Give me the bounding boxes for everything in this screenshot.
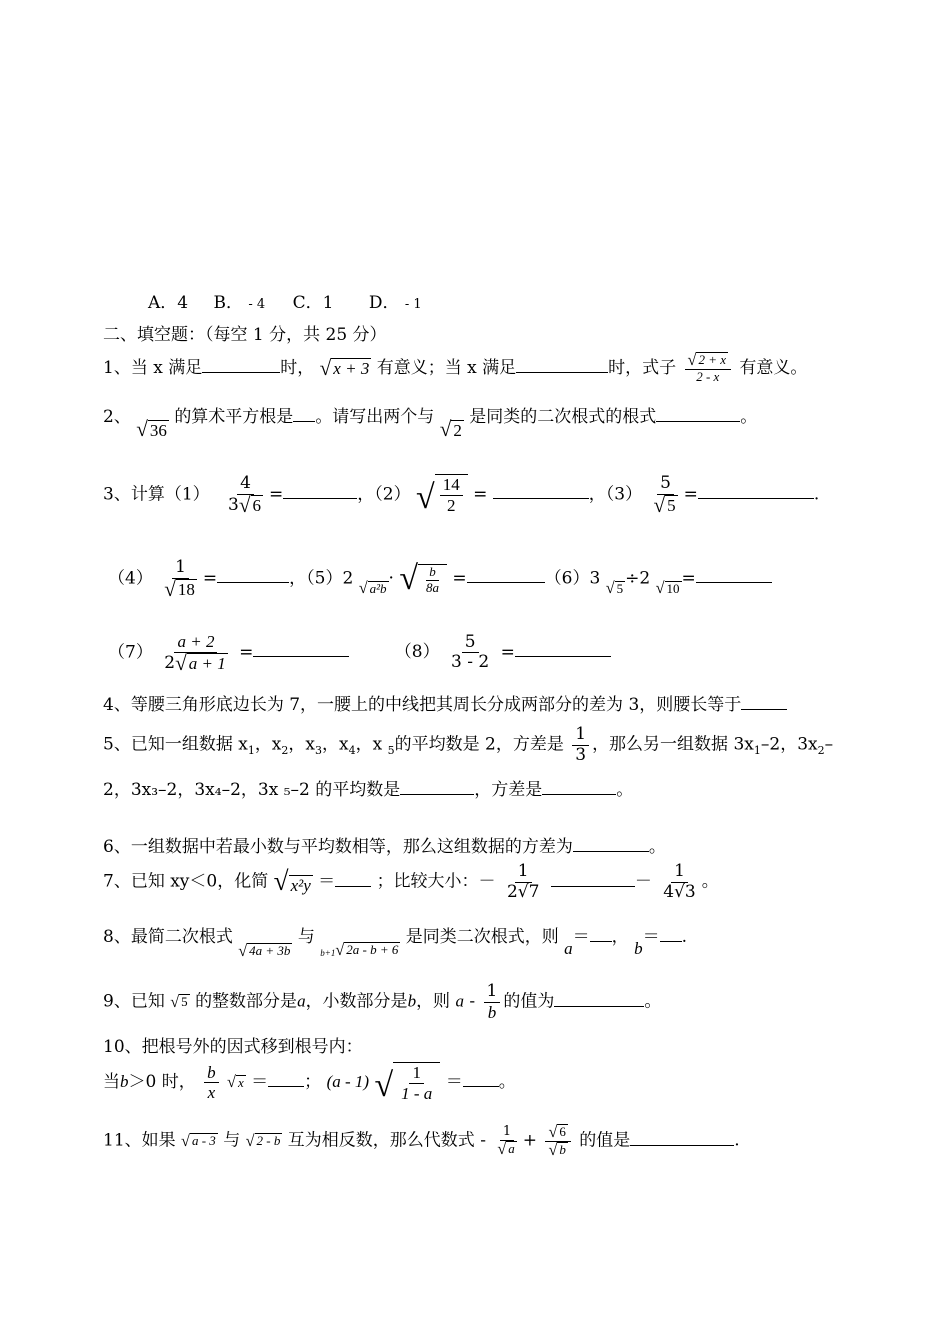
- q3-sqrt-5b-denominator: 8a: [426, 579, 440, 595]
- q3-equals-7: =: [239, 642, 254, 663]
- q11-end: .: [734, 1130, 740, 1151]
- section-title: 二、填空题：（每空 1 分，共 25 分）: [103, 325, 387, 345]
- q2-blank-2[interactable]: [656, 404, 740, 422]
- q3-part6-label: （6）3: [544, 568, 601, 589]
- q11-sqrt-2: √ 2 - b: [245, 1131, 281, 1150]
- q9-var-b: b: [407, 991, 417, 1011]
- choices-row: [148, 288, 422, 313]
- q11-sqrt-1: √ a - 3: [181, 1131, 216, 1150]
- q3-sqrt-5a: √ a²b: [358, 579, 387, 598]
- q3-part4-label: （4）: [108, 568, 153, 589]
- q9-fraction-denominator: b: [487, 1002, 497, 1022]
- q3-fraction-4: 1 √ 18: [164, 557, 195, 601]
- q8-root-2-content: 2a - b + 6: [346, 942, 399, 958]
- q3-fraction-4-numerator: 1: [172, 558, 189, 579]
- q11-fraction-1-radicand: a: [508, 1141, 515, 1157]
- q7-end: 。: [701, 871, 719, 892]
- q10-inner-numerator: 1: [409, 1063, 424, 1084]
- q11-sqrt-1-content: a - 3: [191, 1133, 216, 1149]
- question-9: 9、已知 √ 5 的整数部分是a，小数部分是b，则 a - $\frac{1}{b}$ 的值为 。: [103, 981, 662, 1022]
- choice-b-value: - 4: [248, 297, 266, 312]
- q10-equals-2: ＝: [445, 1072, 463, 1093]
- q1-text-4: 时，式子: [608, 357, 677, 378]
- q11-text-3: 互为相反数，那么代数式 -: [287, 1130, 486, 1151]
- q1-sqrt-1-content: x + 3: [333, 359, 370, 379]
- question-4: [103, 690, 787, 715]
- q11-fraction-1-numerator: 1: [500, 1125, 514, 1141]
- q3-equals-8: =: [500, 642, 515, 663]
- q3-end: .: [813, 484, 820, 505]
- q7-blank-1[interactable]: [335, 869, 371, 887]
- choice-d: D．: [368, 293, 400, 313]
- q5-blank-2[interactable]: [542, 777, 616, 795]
- q7-fraction-2-numerator: 1: [671, 862, 688, 883]
- q10-text-3: ；: [304, 1072, 322, 1093]
- q11-fraction-2: √ 6 √ b: [545, 1124, 570, 1158]
- q11-fraction-1: 1 √ a: [497, 1123, 515, 1158]
- q10-var-b: b: [120, 1072, 129, 1092]
- q3-blank-5[interactable]: [467, 565, 545, 583]
- q1-fraction-denominator: 2 - x: [696, 368, 720, 384]
- question-7: 7、已知 xy＜0，化简 √ x²y ＝ ；比较大小：－ $\frac{1}{2√7}$ － $\frac{1}{4√3}$ 。: [103, 861, 719, 902]
- q3-dot: ·: [388, 568, 394, 589]
- q3-part5-label: ，（5）2: [289, 568, 354, 589]
- q3-fraction-3: 5 √ 5: [653, 473, 676, 517]
- q10-inner-denominator: 1 - a: [401, 1083, 433, 1103]
- question-5: 5、已知一组数据 $x_1$，$x_2$，$x_3$，$x_4$，x $_5$的平均数是 2，方差是 $\frac{1}{3}$ ，那么另一组数据 $3x_1-2$，$3x_2-$: [103, 724, 834, 765]
- question-3: [103, 474, 819, 516]
- q10-equals-1: ＝: [251, 1072, 269, 1093]
- q11-text-4: 的值是: [579, 1130, 631, 1151]
- q3-blank-4[interactable]: [217, 565, 289, 583]
- q10-sqrt-fraction: √ $\frac{1}{1 - a}$: [374, 1062, 440, 1103]
- q8-end: .: [681, 927, 687, 947]
- q6-text: 6、一组数据中若最小数与平均数相等，那么这组数据的方差为: [103, 837, 573, 857]
- q3-sqrt-6b-content: 10: [666, 580, 680, 596]
- q3-text-1: 3、计算（1）: [103, 484, 210, 505]
- q3-fraction-2-denominator: 2: [446, 495, 456, 515]
- q1-text-3: 有意义；当 x 满足: [376, 357, 517, 378]
- choice-a: A．4: [148, 293, 189, 313]
- question-10: [103, 1062, 516, 1103]
- q10-fraction-numerator: b: [204, 1063, 219, 1084]
- question-8: 8、最简二次根式 √ 4a + 3b 与 b+1 √ 2a - b + 6 是同类二次根式，则 a＝ ， b＝ .: [103, 922, 687, 959]
- q2-sqrt-2: √ 2: [439, 417, 462, 441]
- q3-blank-6[interactable]: [696, 565, 772, 583]
- q9-sqrt-content: 5: [181, 994, 188, 1010]
- q10-text-1: 当: [103, 1072, 120, 1093]
- q2-text-2: 的算术平方根是: [174, 407, 294, 427]
- choice-d-value: - 1: [404, 297, 422, 312]
- q2-sqrt-2-content: 2: [453, 420, 462, 440]
- question-10-title: 10、把根号外的因式移到根号内：: [103, 1037, 363, 1057]
- q3-fraction-8-numerator: 5: [462, 633, 479, 654]
- q1-text-1: 1、当 x 满足: [103, 357, 203, 378]
- choice-b: B．: [213, 293, 243, 313]
- q3-divide: ÷2: [625, 568, 651, 589]
- q3-equals-3: =: [683, 484, 698, 505]
- q3-text-3: ，（3）: [588, 484, 643, 505]
- q5-fraction: [572, 725, 589, 765]
- q7-text-2: ；比较大小：－: [376, 871, 496, 892]
- q3-fraction-1-coef: 3: [228, 494, 239, 515]
- q3-sqrt-2: √ $\frac{14}{2}$: [416, 474, 468, 515]
- q11-text-2: 与: [223, 1130, 241, 1151]
- q2-text-1: 2、: [103, 407, 131, 427]
- q3-blank-7[interactable]: [253, 639, 349, 657]
- q3-sqrt-5a-content: a²b: [369, 580, 387, 596]
- q8-blank-b[interactable]: [660, 924, 682, 942]
- q3-sqrt-6a: √ 5: [605, 579, 624, 598]
- q5-text-5: ，方差是: [474, 780, 543, 800]
- q8-blank-a[interactable]: [590, 924, 612, 942]
- question-6: [103, 832, 666, 857]
- q7-minus: －: [634, 871, 652, 892]
- q9-text-3: ，小数部分是: [305, 991, 408, 1012]
- q3-equals-2: =: [473, 484, 488, 505]
- q3-sqrt-6a-content: 5: [616, 580, 624, 596]
- q5-blank-1[interactable]: [400, 777, 474, 795]
- q5-end: 。: [616, 780, 634, 800]
- q3-equals-1: =: [269, 484, 284, 505]
- q5-fraction-denominator: 3: [575, 744, 587, 765]
- q3-sqrt-5b: √ $\frac{b}{8a}$: [399, 562, 447, 596]
- q10-end: 。: [498, 1072, 516, 1093]
- q8-root-2: b+1 √ 2a - b + 6: [320, 940, 399, 959]
- q10-text-4: (a - 1): [326, 1072, 370, 1092]
- q11-fraction-2-numerator: 6: [559, 1124, 566, 1140]
- question-2: [103, 402, 757, 440]
- q7-blank-2[interactable]: [551, 869, 635, 887]
- q9-text-2: 的整数部分是: [195, 991, 298, 1012]
- q8-var-a: a: [564, 939, 573, 958]
- question-1: [103, 352, 807, 385]
- q3-fraction-7-numerator: a + 2: [174, 632, 217, 653]
- q3-fraction-7: a + 2 2 √ a + 1: [164, 632, 226, 675]
- q11-fraction-2-radicand: b: [559, 1141, 566, 1157]
- q1-text-2: 时，: [280, 357, 315, 378]
- q9-text-5: 的值为: [503, 991, 555, 1012]
- q10-fraction: [204, 1063, 219, 1103]
- q2-text-4: 是同类的二次根式的根式: [469, 407, 657, 427]
- q11-text-1: 11、如果: [103, 1130, 176, 1151]
- q3-blank-8[interactable]: [515, 639, 611, 657]
- q5-fraction-numerator: 1: [572, 725, 589, 746]
- q8-sqrt-1: √ 4a + 3b: [238, 942, 291, 960]
- q2-blank-1[interactable]: [293, 404, 315, 422]
- q7-fraction-2: [660, 862, 698, 902]
- q8-text-3: 是同类二次根式，则: [405, 927, 559, 947]
- q8-equals-b: ＝: [642, 927, 660, 947]
- q7-text-1: 7、已知 xy＜0，化简: [103, 871, 269, 892]
- q10-fraction-denominator: x: [207, 1083, 216, 1103]
- q9-text-1: 9、已知: [103, 991, 165, 1012]
- q3-blank-1[interactable]: [283, 481, 357, 499]
- q3-fraction-1: 4 3 √ 6: [228, 473, 262, 517]
- question-3-part-2: [108, 558, 772, 600]
- q11-blank[interactable]: [630, 1128, 734, 1146]
- q9-text-4: ，则: [416, 991, 451, 1012]
- q7-sqrt-content: x²y: [290, 876, 311, 896]
- q9-blank[interactable]: [554, 989, 644, 1007]
- q3-fraction-8: [448, 633, 492, 673]
- q9-fraction: $\frac{1}{b}$: [484, 982, 501, 1022]
- q7-fraction-1-denominator: 2√7: [506, 881, 540, 902]
- question-11: [103, 1124, 740, 1158]
- q7-sqrt: √ x²y: [273, 866, 311, 897]
- q7-fraction-1-numerator: 1: [515, 862, 532, 883]
- q11-sqrt-2-content: 2 - b: [256, 1133, 281, 1149]
- q10-sqrt-x-content: x: [237, 1074, 244, 1090]
- q3-equals-4: =: [202, 568, 218, 589]
- q2-text-5: 。: [740, 407, 758, 427]
- q3-equals-5: =: [452, 568, 467, 589]
- q8-equals-a: ＝: [572, 927, 590, 947]
- q9-end: 。: [644, 991, 662, 1012]
- q3-fraction-1-numerator: 4: [237, 474, 254, 495]
- q8-text-2: 与: [297, 927, 315, 947]
- q3-fraction-1-radicand: 6: [252, 496, 262, 516]
- q3-sqrt-5b-numerator: b: [426, 565, 439, 581]
- q1-text-5: 有意义。: [739, 357, 808, 378]
- q11-plus: +: [522, 1130, 538, 1151]
- q1-blank-2[interactable]: [516, 355, 608, 373]
- q4-text: 4、等腰三角形底边长为 7，一腰上的中线把其周长分成两部分的差为 3，则腰长等于: [103, 695, 742, 715]
- q10-blank-1[interactable]: [268, 1069, 304, 1087]
- q3-fraction-3-radicand: 5: [667, 496, 676, 516]
- q8-text-1: 8、最简二次根式: [103, 927, 233, 947]
- q8-sqrt-1-content: 4a + 3b: [249, 943, 291, 959]
- q2-sqrt-36-content: 36: [149, 420, 167, 440]
- q6-end: 。: [648, 837, 666, 857]
- q2-sqrt-36: √ 36: [136, 417, 167, 441]
- q2-text-3: 。请写出两个与: [315, 407, 435, 427]
- q3-fraction-8-denominator: 3 - 2: [451, 652, 490, 673]
- q1-fraction-numerator: 2 + x: [698, 352, 727, 368]
- q7-fraction-1: [504, 862, 542, 902]
- q3-fraction-4-radicand: 18: [177, 580, 195, 600]
- q5-text-2: 的平均数是 2，方差是: [394, 734, 564, 755]
- choice-c: C．1: [292, 293, 334, 313]
- q3-fraction-7-coef: 2: [164, 652, 176, 673]
- q3-text-2: ，（2）: [357, 484, 411, 505]
- q3-equals-6: =: [681, 568, 696, 589]
- q8-root-index: b+1: [320, 948, 336, 958]
- q7-fraction-2-denominator: 4√3: [663, 881, 696, 902]
- q3-sqrt-6b: √ 10: [655, 579, 680, 598]
- question-5-line-2: [103, 775, 633, 800]
- q5-text-1: 5、已知一组数据 x: [103, 734, 248, 755]
- q4-blank[interactable]: [741, 692, 787, 710]
- q5-text-3: ，那么另一组数据 3x: [592, 734, 754, 755]
- q5-text-4: 2，3x₃–2，3x₄–2，3x ₅–2 的平均数是: [103, 780, 401, 800]
- q10-text-2: ＞0 时，: [128, 1072, 196, 1093]
- q3-fraction-3-numerator: 5: [657, 474, 674, 495]
- q3-part8-label: （8）: [394, 642, 440, 663]
- q9-sqrt: √ 5: [170, 992, 188, 1011]
- question-3-part-3: [108, 632, 611, 674]
- q3-blank-3[interactable]: [698, 481, 814, 499]
- q10-blank-2[interactable]: [463, 1069, 499, 1087]
- q1-fraction: √ 2 + x 2 - x: [685, 352, 731, 385]
- q3-part7-label: （7）: [108, 642, 153, 663]
- q8-var-b: b: [634, 939, 643, 958]
- q3-blank-2[interactable]: [493, 481, 589, 499]
- q3-fraction-7-radicand: a + 1: [188, 654, 226, 674]
- q1-sqrt-1: √ x + 3: [319, 355, 370, 380]
- q9-var-a: a: [297, 991, 306, 1011]
- q6-blank[interactable]: [573, 834, 649, 852]
- q1-blank-1[interactable]: [202, 355, 280, 373]
- q10-sqrt-x: √ x: [227, 1073, 244, 1092]
- q9-expr-a: a: [455, 991, 464, 1011]
- q3-fraction-2-numerator: 14: [440, 475, 463, 496]
